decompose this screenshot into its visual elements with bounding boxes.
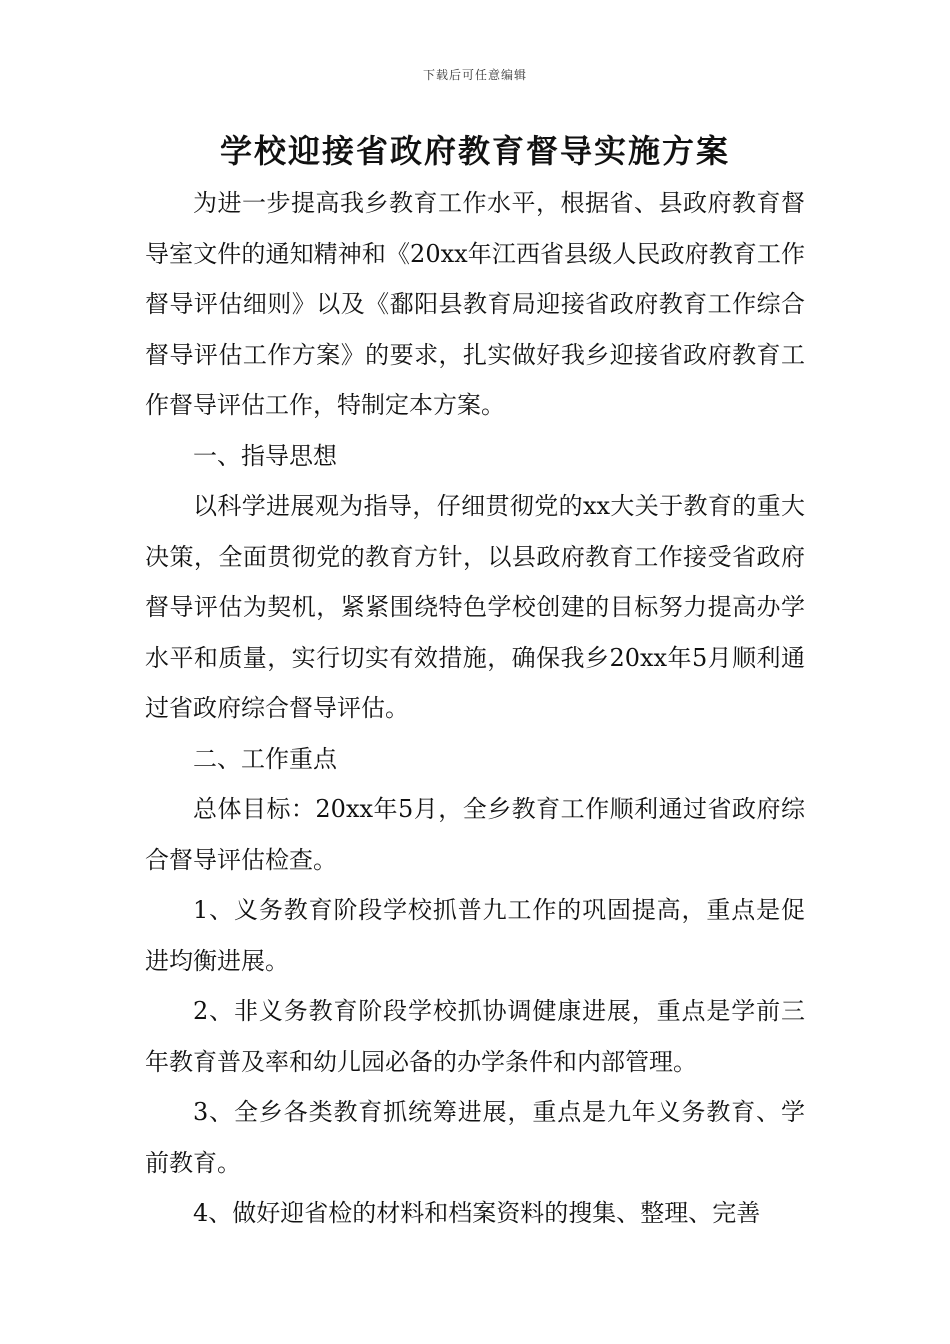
document-body [145, 178, 805, 1239]
list-item-3: 3、全乡各类教育抓统筹进展，重点是九年义务教育、学前教育。 [145, 1098, 805, 1177]
section-heading-guiding-thought: 一、指导思想 [193, 441, 337, 470]
section-heading-work-focus: 二、工作重点 [193, 744, 337, 773]
list-item-2: 2、非义务教育阶段学校抓协调健康进展，重点是学前三年教育普及率和幼儿园必备的办学条件和内部管理。 [145, 997, 805, 1076]
list-item-4: 4、做好迎省检的材料和档案资料的搜集、整理、完善 [193, 1199, 761, 1227]
paragraph-guiding-thought: 以科学进展观为指导，仔细贯彻党的xx大关于教育的重大决策，全面贯彻党的教育方针，以县政府教育工作接受省政府督导评估为契机，紧紧围绕特色学校创建的目标努力提高办学水平和质量，实行切实有效措施，确保我乡20xx年5月顺利通过省政府综合督导评估。 [145, 492, 805, 722]
header-note: 下载后可任意编辑 [422, 68, 527, 82]
paragraph-intro: 为进一步提高我乡教育工作水平，根据省、县政府教育督导室文件的通知精神和《20xx年江西省县级人民政府教育工作督导评估细则》以及《鄱阳县教育局迎接省政府教育工作综合督导评估工作方案》的要求，扎实做好我乡迎接省政府教育工作督导评估工作，特制定本方案。 [145, 189, 805, 419]
paragraph-overall-goal: 总体目标：20xx年5月，全乡教育工作顺利通过省政府综合督导评估检查。 [145, 795, 805, 874]
list-item-1: 1、义务教育阶段学校抓普九工作的巩固提高，重点是促进均衡进展。 [145, 896, 805, 975]
document-title: 学校迎接省政府教育督导实施方案 [219, 132, 730, 170]
